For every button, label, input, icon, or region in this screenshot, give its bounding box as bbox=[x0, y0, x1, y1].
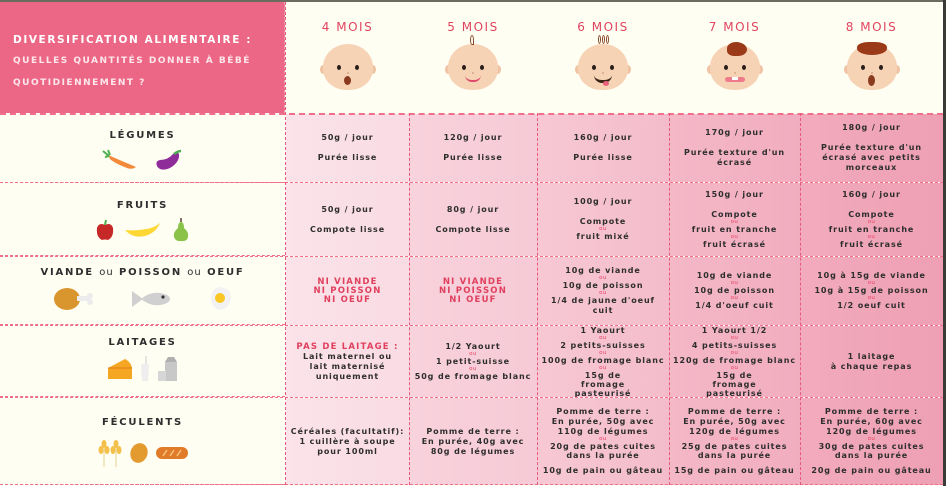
category-fruits bbox=[0, 183, 285, 256]
cell-laitages-8: 1 laitage à chaque repas bbox=[800, 326, 943, 397]
baby-face-7-months-icon bbox=[710, 44, 760, 90]
grid-line bbox=[537, 113, 538, 485]
age-header-8 bbox=[800, 2, 943, 113]
fish-icon bbox=[131, 288, 173, 310]
age-label: 8 MOIS bbox=[845, 20, 898, 34]
age-label: 6 MOIS bbox=[577, 20, 629, 34]
grid-line bbox=[669, 113, 670, 485]
potato-icon bbox=[129, 442, 149, 464]
title-line-2: QUELLES QUANTITÉS DONNER À BÉBÉ bbox=[13, 56, 251, 66]
cell-legumes-6: 160g / jour Purée lisse bbox=[537, 114, 669, 182]
cell-fruits-6: 100g / jour Compote ou fruit mixé bbox=[537, 183, 669, 256]
cell-laitages-6: 1 Yaourt ou 2 petits-suisses ou 100g de fromage blanc ou 15g de fromage pasteurisé bbox=[537, 326, 669, 397]
age-label: 5 MOIS bbox=[447, 20, 499, 34]
grid-line bbox=[285, 2, 286, 485]
cell-viande-8: 10g à 15g de viande ou 10g à 15g de poisson ou 1/2 oeuf cuit bbox=[800, 257, 943, 325]
baby-face-4-months-icon bbox=[323, 44, 373, 90]
category-viande-poisson-oeuf bbox=[0, 256, 285, 325]
grid-line bbox=[0, 325, 943, 326]
cheese-icon bbox=[107, 358, 133, 380]
cell-feculents-5: Pomme de terre : En purée, 40g avec 80g de légumes bbox=[409, 398, 537, 485]
category-title: FRUITS bbox=[116, 200, 169, 211]
category-laitages bbox=[0, 325, 285, 397]
cell-feculents-4: Céréales (facultatif): 1 cuillère à soupe pour 100ml bbox=[286, 398, 409, 485]
age-header-6 bbox=[537, 2, 669, 113]
category-title: LÉGUMES bbox=[109, 130, 176, 141]
fried-egg-icon bbox=[209, 286, 233, 312]
category-title: FÉCULENTS bbox=[102, 417, 183, 428]
eggplant-icon bbox=[154, 148, 184, 172]
baby-face-8-months-icon bbox=[847, 44, 897, 90]
grid-line bbox=[0, 256, 943, 257]
cell-viande-4: NI VIANDE NI POISSON NI OEUF bbox=[286, 257, 409, 325]
grid-line bbox=[0, 182, 943, 183]
category-legumes bbox=[0, 113, 285, 183]
category-title: VIANDE ou POISSON ou OEUF bbox=[40, 267, 245, 278]
carrot-icon bbox=[102, 149, 140, 171]
grid-line bbox=[0, 397, 943, 398]
cell-legumes-4: 50g / jour Purée lisse bbox=[286, 114, 409, 182]
cell-viande-5: NI VIANDE NI POISSON NI OEUF bbox=[409, 257, 537, 325]
cell-legumes-5: 120g / jour Purée lisse bbox=[409, 114, 537, 182]
apple-icon bbox=[96, 219, 114, 241]
category-title: LAITAGES bbox=[108, 337, 177, 348]
age-header-7 bbox=[669, 2, 800, 113]
baby-face-6-months-icon bbox=[578, 44, 628, 90]
cell-legumes-8: 180g / jour Purée texture d'un écrasé avec petits morceaux bbox=[800, 114, 943, 182]
title-line-3: QUOTIDIENNEMENT ? bbox=[13, 78, 146, 88]
cell-feculents-7: Pomme de terre : En purée, 50g avec 120g de légumes ou 25g de pates cuites dans la purée 15g de pain ou gâteau bbox=[669, 398, 800, 485]
cell-fruits-5: 80g / jour Compote lisse bbox=[409, 183, 537, 256]
cell-fruits-7: 150g / jour Compote ou fruit en tranche ou fruit écrasé bbox=[669, 183, 800, 256]
category-feculents bbox=[0, 397, 285, 485]
grid-line bbox=[409, 113, 410, 485]
milk-glass-icon bbox=[139, 356, 151, 382]
grid-line bbox=[0, 113, 943, 115]
age-header-4 bbox=[286, 2, 409, 113]
cell-laitages-4: PAS DE LAITAGE : Lait maternel ou lait maternisé uniquement bbox=[286, 326, 409, 397]
grid-line bbox=[800, 113, 801, 485]
wheat-icon bbox=[97, 438, 123, 468]
title-line-1: DIVERSIFICATION ALIMENTAIRE : bbox=[13, 34, 253, 46]
pear-icon bbox=[172, 218, 190, 242]
cell-legumes-7: 170g / jour Purée texture d'un écrasé bbox=[669, 114, 800, 182]
cell-viande-7: 10g de viande ou 10g de poisson ou 1/4 d'oeuf cuit bbox=[669, 257, 800, 325]
cell-laitages-5: 1/2 Yaourt ou 1 petit-suisse ou 50g de fromage blanc bbox=[409, 326, 537, 397]
bread-icon bbox=[155, 445, 189, 461]
milk-carton-icon bbox=[157, 356, 179, 382]
age-header-5 bbox=[409, 2, 537, 113]
cell-viande-6: 10g de viande ou 10g de poisson ou 1/4 de jaune d'oeuf cuit bbox=[537, 257, 669, 325]
cell-laitages-7: 1 Yaourt 1/2 ou 4 petits-suisses ou 120g de fromage blanc ou 15g de fromage pasteurisé bbox=[669, 326, 800, 397]
banana-icon bbox=[124, 220, 162, 240]
title-box bbox=[0, 2, 285, 113]
age-label: 4 MOIS bbox=[321, 20, 374, 34]
cell-feculents-8: Pomme de terre : En purée, 60g avec 120g de légumes ou 30g de pates cuites dans la purée 20g de pain ou gâteau bbox=[800, 398, 943, 485]
cell-fruits-8: 160g / jour Compote ou fruit en tranche ou fruit écrasé bbox=[800, 183, 943, 256]
cell-fruits-4: 50g / jour Compote lisse bbox=[286, 183, 409, 256]
cell-feculents-6: Pomme de terre : En purée, 50g avec 110g de légumes ou 20g de pates cuites dans la purée 10g de pain ou gâteau bbox=[537, 398, 669, 485]
grid-line bbox=[0, 484, 943, 485]
baby-face-5-months-icon bbox=[448, 44, 498, 90]
age-label: 7 MOIS bbox=[708, 20, 761, 34]
chicken-leg-icon bbox=[53, 287, 95, 311]
